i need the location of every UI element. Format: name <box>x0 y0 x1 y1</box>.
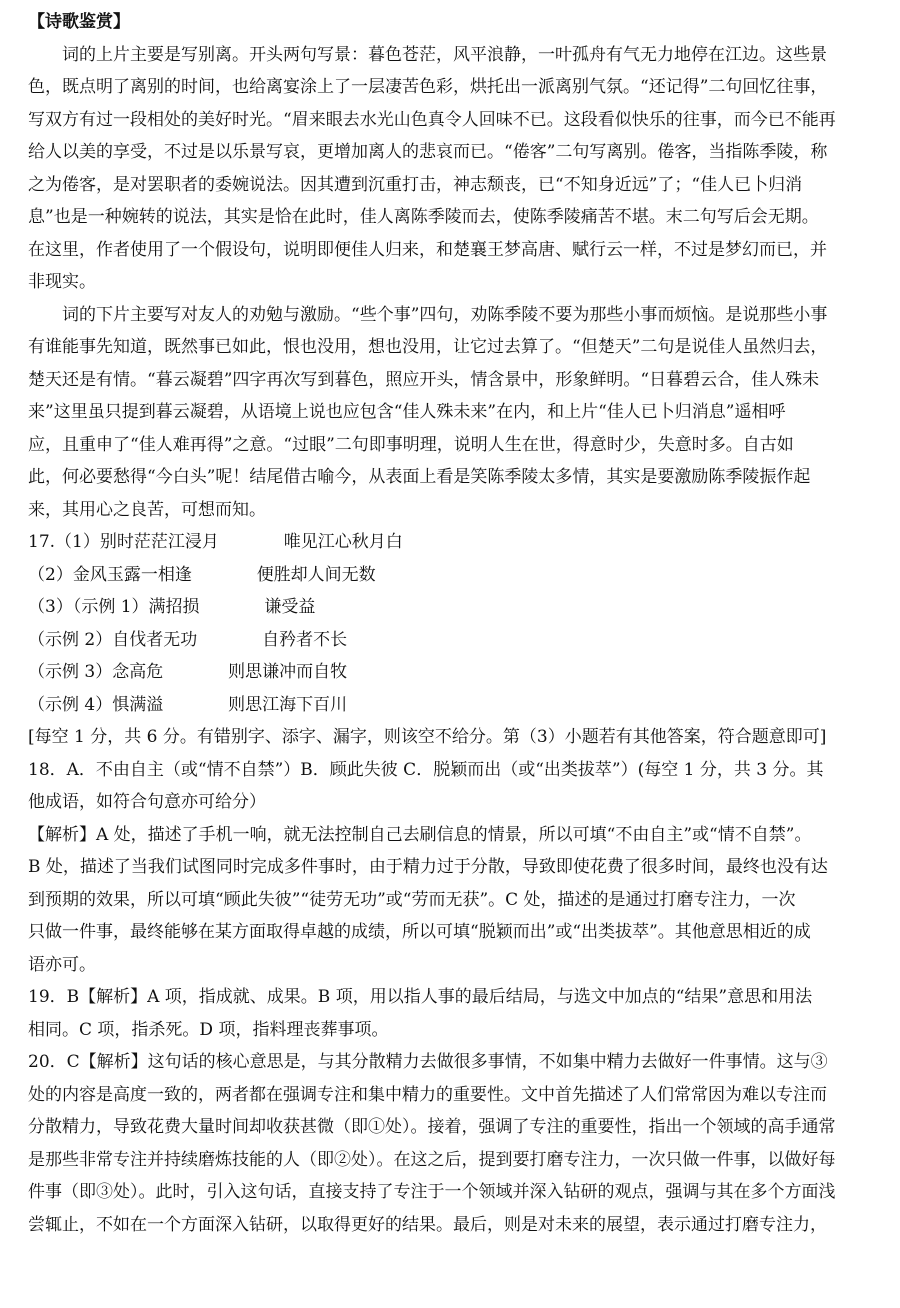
text-line: 【解析】A 处，描述了手机一响，就无法控制自己去刷信息的情景，所以可填“不由自主”或“情不自禁”。 <box>28 824 812 845</box>
text-line: 非现实。 <box>28 272 96 292</box>
q17-row <box>28 624 878 657</box>
text-line: 息”也是一种婉转的说法，其实是恰在此时，佳人离陈季陵而去，使陈季陵痛苦不堪。末二句写后会无期。 <box>28 207 819 227</box>
q17-answer-a: 惧满溢 <box>112 694 164 715</box>
text-line: 相同。C 项，指杀死。D 项，指料理丧葬事项。 <box>28 1019 389 1040</box>
text-line: 19．B【解析】A 项，指成就、成果。B 项，用以指人事的最后结局，与选文中加点的“结果”意思和用法 <box>28 987 813 1007</box>
q17-prefix: （示例 3） <box>28 662 113 682</box>
text-line: 分散精力，导致花费大量时间却收获甚微（即①处）。接着，强调了专注的重要性，指出一个领域的高手通常 <box>28 1117 836 1137</box>
text-line: 词的下片主要写对友人的劝勉与激励。“些个事”四句，劝陈季陵不要为那些小事而烦恼。是说那些小事 <box>62 304 828 325</box>
text-line: 来，其用心之良苦，可想而知。 <box>28 499 266 520</box>
text-line: 18．A．不由自主（或“情不自禁”）B．顾此失彼 C．脱颖而出（或“出类拔萃”）(每空 1 分，共 3 分。其 <box>28 759 824 780</box>
text-line: 此，何必要愁得“今白头”呢！结尾借古喻今，从表面上看是笑陈季陵太多情，其实是要激励陈季陵振作起 <box>28 467 811 487</box>
text-line: B 处，描述了当我们试图同时完成多件事时，由于精力过于分散，导致即使花费了很多时间，最终也没有达 <box>28 857 828 877</box>
question-17 <box>28 526 878 754</box>
text-line: 20．C【解析】这句话的核心意思是，与其分散精力去做很多事情，不如集中精力去做好一件事情。这与③ <box>28 1052 828 1072</box>
q17-prefix: （3）（示例 1） <box>28 597 149 617</box>
question-18 <box>28 754 878 982</box>
text-line: 写双方有过一段相处的美好时光。“眉来眼去水光山色真令人回味不已。这段看似快乐的往事，而今已不能再 <box>28 109 836 130</box>
text-line: 到预期的效果，所以可填“顾此失彼”“徒劳无功”或“劳而无获”。C 处，描述的是通过打磨专注力，一次 <box>28 889 796 910</box>
text-line: 处的内容是高度一致的，两者都在强调专注和集中精力的重要性。文中首先描述了人们常常因为难以专注而 <box>28 1084 827 1105</box>
text-line: 语亦可。 <box>28 954 96 975</box>
q17-answer-b: 则思谦冲而自牧 <box>228 662 348 682</box>
q17-prefix: （2） <box>28 564 73 585</box>
q17-row <box>28 526 878 559</box>
text-line: 只做一件事，最终能够在某方面取得卓越的成绩，所以可填“脱颖而出”或“出类拔萃”。其他意思相近的成 <box>28 922 811 942</box>
text-line: 有谁能事先知道，既然事已如此，恨也没用，想也没用，让它过去算了。“但楚天”二句是说佳人虽然归去， <box>28 337 828 357</box>
text-line: 色，既点明了离别的时间，也给离宴涂上了一层凄苦色彩，烘托出一派离别气氛。“还记得”二句回忆往事， <box>28 77 828 97</box>
answer-page <box>28 6 878 1241</box>
poem-paragraph-1 <box>28 39 878 299</box>
question-19 <box>28 981 878 1046</box>
q17-prefix: （示例 2） <box>28 629 113 650</box>
text-line: 之为倦客，是对罢职者的委婉说法。因其遭到沉重打击，神志颓丧，已“不知身近远”了；“佳人已卜归消 <box>28 174 803 195</box>
q17-answer-a: 金风玉露一相逢 <box>72 564 192 585</box>
q17-answer-a: 自伐者无功 <box>112 629 198 650</box>
text-line: 应，且重申了“佳人难再得”之意。“过眼”二句即事明理，说明人生在世，得意时少，失意时多。自古如 <box>28 434 794 455</box>
q17-prefix: 17.（1） <box>28 532 100 552</box>
q17-prefix: （示例 4） <box>28 694 113 715</box>
q17-answer-b: 便胜却人间无数 <box>256 564 376 585</box>
text-line: 在这里，作者使用了一个假设句，说明即便佳人归来，和楚襄王梦高唐、赋行云一样，不过是梦幻而已，并 <box>28 239 827 260</box>
poem-paragraph-2 <box>28 299 878 527</box>
question-20 <box>28 1046 878 1241</box>
text-line: 词的上片主要是写别离。开头两句写景：暮色苍茫，风平浪静，一叶孤舟有气无力地停在江边。这些景 <box>62 44 827 65</box>
q17-answer-b: 唯见江心秋月白 <box>283 532 403 552</box>
text-line: 给人以美的享受，不过是以乐景写哀，更增加离人的悲哀而已。“倦客”二句写离别。倦客，当指陈季陵，称 <box>28 142 828 162</box>
text-line: 来”这里虽只提到暮云凝碧，从语境上说也应包含“佳人殊未来”在内，和上片“佳人已卜归消息”遥相呼 <box>28 402 786 422</box>
text-line: 楚天还是有情。“暮云凝碧”四字再次写到暮色，照应开头，情含景中，形象鲜明。“日暮碧云合，佳人殊未 <box>28 369 820 390</box>
q17-row <box>28 559 878 592</box>
q17-answer-b: 谦受益 <box>264 597 316 617</box>
q17-answer-a: 满招损 <box>148 597 200 617</box>
q17-answer-b: 自矜者不长 <box>262 629 348 650</box>
text-line: 件事（即③处）。此时，引入这句话，直接支持了专注于一个领域并深入钻研的观点，强调与其在多个方面浅 <box>28 1182 836 1202</box>
q17-answer-b: 则思江海下百川 <box>228 694 348 715</box>
text-line: 他成语，如符合句意亦可给分） <box>28 792 266 812</box>
q17-answer-a: 念高危 <box>112 662 164 682</box>
q17-scoring-note: [每空 1 分，共 6 分。有错别字、添字、漏字，则该空不给分。第（3）小题若有其他答案，符合题意即可] <box>28 727 827 747</box>
q17-row <box>28 689 878 722</box>
text-line: 尝辄止，不如在一个方面深入钻研，以取得更好的结果。最后，则是对未来的展望，表示通过打磨专注力， <box>28 1214 827 1235</box>
q17-answer-a: 别时茫茫江浸月 <box>99 532 219 552</box>
section-title: 【诗歌鉴赏】 <box>28 12 130 32</box>
text-line: 是那些非常专注并持续磨炼技能的人（即②处）。在这之后，提到要打磨专注力，一次只做一件事，以做好每 <box>28 1149 836 1170</box>
q17-row <box>28 591 878 624</box>
q17-row <box>28 656 878 689</box>
